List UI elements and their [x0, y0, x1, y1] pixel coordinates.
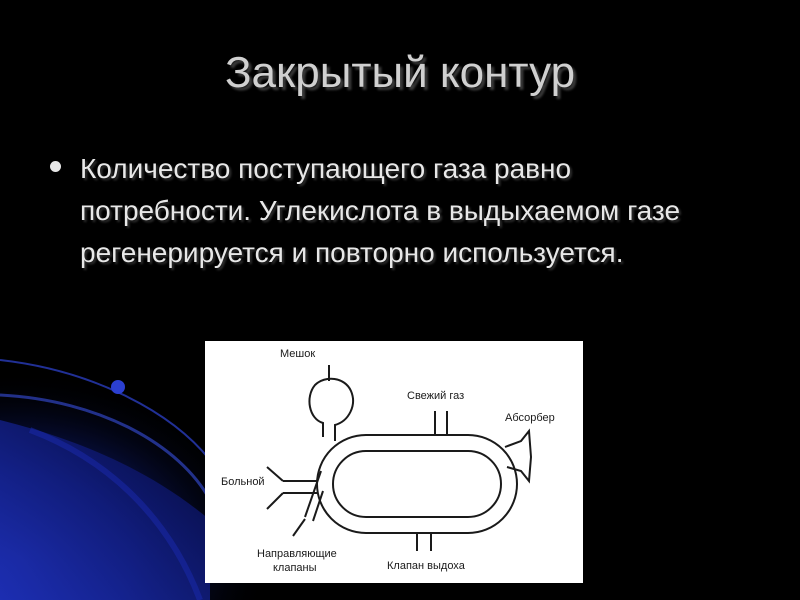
- label-guide-valves-2: клапаны: [273, 562, 317, 574]
- bullet-text: Количество поступающего газа равно потребности. Углекислота в выдыхаемом газе регенерируется и повторно используется.: [80, 153, 681, 268]
- label-absorber: Абсорбер: [505, 412, 555, 424]
- slide-title: Закрытый контур: [224, 48, 576, 97]
- circuit-outer-loop: [317, 435, 517, 533]
- closed-circuit-diagram: [205, 341, 583, 583]
- label-patient: Больной: [221, 476, 265, 488]
- label-bag: Мешок: [280, 348, 316, 360]
- bullet-item: [50, 148, 730, 274]
- label-exhale-valve: Клапан выдоха: [387, 560, 465, 572]
- circuit-drawing: [205, 341, 583, 583]
- circuit-inner-loop: [333, 451, 501, 517]
- label-fresh-gas: Свежий газ: [407, 390, 465, 402]
- bullet-dot-icon: [50, 161, 61, 172]
- label-guide-valves-1: Направляющие: [257, 548, 337, 560]
- bag-shape: [309, 379, 353, 441]
